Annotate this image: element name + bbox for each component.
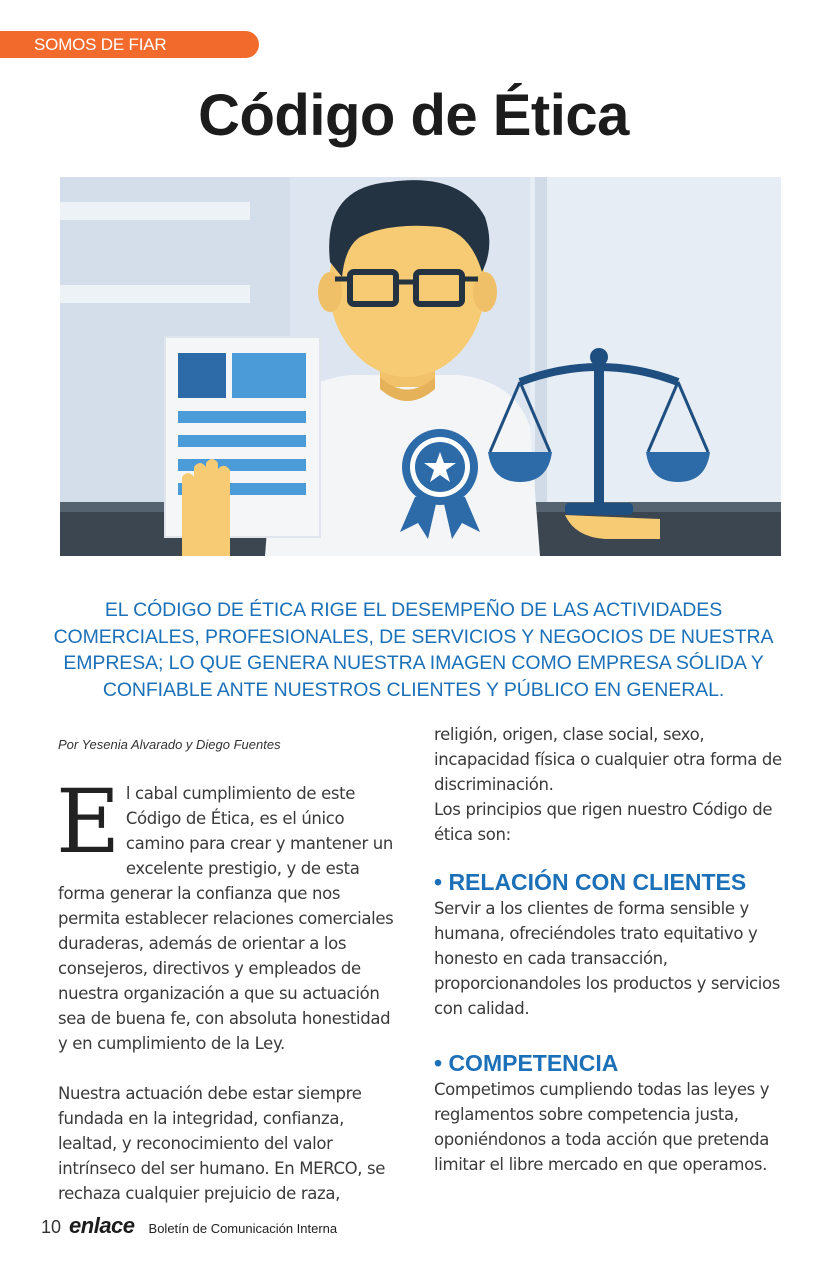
- document-icon: [165, 337, 320, 556]
- intro-statement: EL CÓDIGO DE ÉTICA RIGE EL DESEMPEÑO DE LAS ACTIVIDADES COMERCIALES, PROFESIONALES, DE SERVICIOS Y NEGOCIOS DE NUESTRA EMPRESA; LO QUE GENERA NUESTRA IMAGEN COMO EMPRESA SÓLIDA Y CONFIABLE ANTE NUESTROS CLIENTES Y PÚBLICO EN GENERAL.: [53, 599, 774, 701]
- competition-body: Competimos cumpliendo todas las leyes y reglamentos sobre competencia justa, oponiéndonos a toda acción que pretenda limitar el libre mercado en que operamos.: [434, 1080, 770, 1174]
- byline: Por Yesenia Alvarado y Diego Fuentes: [58, 737, 281, 752]
- page-number: 10: [41, 1217, 62, 1237]
- heading-competition: • COMPETENCIA: [434, 1050, 619, 1076]
- heading-client-relations: • RELACIÓN CON CLIENTES: [434, 869, 747, 895]
- hero-illustration: [60, 177, 781, 556]
- bulletin-name: Boletín de Comunicación Interna: [148, 1221, 338, 1236]
- drop-cap: E: [56, 770, 120, 873]
- enlace-logo: enlace: [69, 1213, 135, 1238]
- page-title: Código de Ética: [198, 83, 629, 148]
- paragraph-2: Nuestra actuación debe estar siempre fundada en la integridad, confianza, lealtad, y reconocimiento del valor intrínseco del ser humano. En MERCO, se rechaza cualquier prejuicio de raza,: [58, 1084, 386, 1203]
- client-relations-body: Servir a los clientes de forma sensible y humana, ofreciéndoles trato equitativo y honesto en cada transacción, proporcionandoles los productos y servicios con calidad.: [434, 899, 781, 1018]
- paragraph-1: l cabal cumplimiento de este Código de Ética, es el único camino para crear y mantener un excelente prestigio, y de esta forma generar la confianza que nos permita establecer relaciones comerciales duraderas, además de orientar a los consejeros, directivos y empleados de nuestra organización a que su actuación sea de buena fe, con absoluta honestidad y en cumplimiento de la Ley.: [58, 784, 394, 1053]
- principles-intro: Los principios que rigen nuestro Código de ética son:: [434, 800, 773, 844]
- paragraph-continuation: religión, origen, clase social, sexo, incapacidad física o cualquier otra forma de discriminación.: [434, 725, 782, 794]
- left-column: [56, 770, 398, 1206]
- page-footer: [41, 1213, 337, 1237]
- section-tab: SOMOS DE FIAR: [0, 31, 259, 58]
- right-column: [434, 722, 784, 1177]
